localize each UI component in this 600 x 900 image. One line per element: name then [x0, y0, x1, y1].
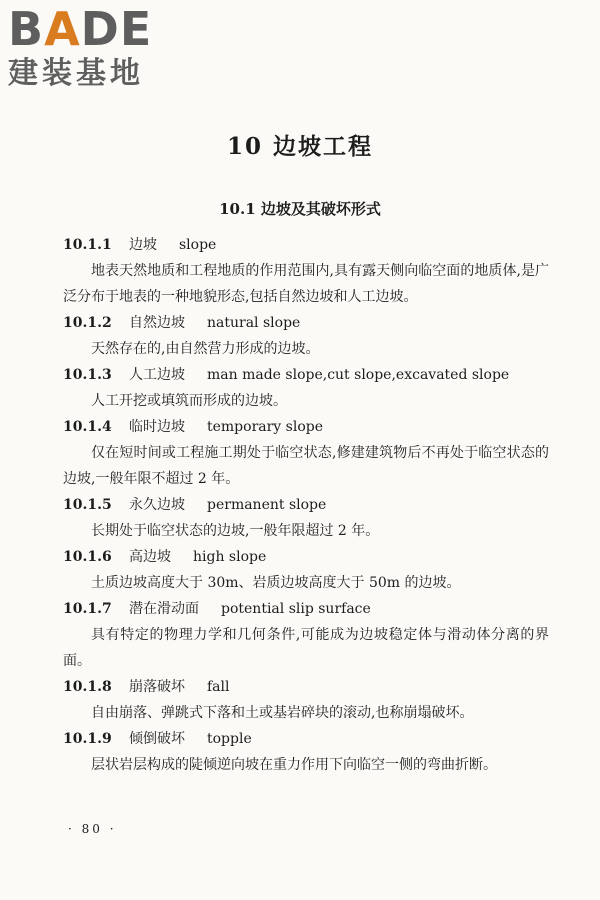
- term-heading: [63, 362, 549, 388]
- term-chinese: 永久边坡: [129, 497, 185, 513]
- term-chinese: 边坡: [129, 237, 157, 253]
- term-entry: [63, 544, 549, 596]
- term-entry: [63, 726, 549, 778]
- term-number: 10.1.7: [63, 601, 112, 617]
- term-english: temporary slope: [207, 419, 324, 435]
- logo-subtitle: 建装基地: [8, 56, 144, 91]
- logo-wordmark: BADE: [8, 2, 153, 56]
- chapter-title: 10 边坡工程: [226, 133, 373, 160]
- term-number: 10.1.4: [63, 419, 112, 435]
- term-chinese: 临时边坡: [129, 419, 185, 435]
- term-entry: [63, 674, 549, 726]
- term-english: fall: [207, 679, 230, 695]
- page-number: · 80 ·: [68, 822, 117, 836]
- term-chinese: 潜在滑动面: [129, 601, 199, 617]
- term-english: potential slip surface: [221, 601, 371, 617]
- term-definition: 长期处于临空状态的边坡,一般年限超过 2 年。: [91, 523, 380, 539]
- logo: [8, 4, 178, 92]
- term-definition: 地表天然地质和工程地质的作用范围内,具有露天侧向临空面的地质体,是广泛分布于地表的一种地貌形态,包括自然边坡和人工边坡。: [63, 263, 549, 305]
- section-title: 10.1 边坡及其破坏形式: [219, 200, 381, 218]
- term-heading: [63, 232, 549, 258]
- term-entry: [63, 414, 549, 492]
- term-chinese: 人工边坡: [129, 367, 185, 383]
- term-definition: 具有特定的物理力学和几何条件,可能成为边坡稳定体与滑动体分离的界面。: [63, 627, 549, 669]
- term-entry: [63, 362, 549, 414]
- term-definition: 人工开挖或填筑而形成的边坡。: [91, 393, 287, 409]
- term-chinese: 崩落破坏: [129, 679, 185, 695]
- term-heading: [63, 674, 549, 700]
- term-number: 10.1.1: [63, 237, 112, 253]
- term-heading: [63, 310, 549, 336]
- term-list: [63, 232, 549, 778]
- term-entry: [63, 596, 549, 674]
- term-english: man made slope,cut slope,excavated slope: [207, 367, 510, 383]
- term-heading: [63, 596, 549, 622]
- term-heading: [63, 414, 549, 440]
- term-heading: [63, 492, 549, 518]
- term-chinese: 自然边坡: [129, 315, 185, 331]
- term-heading: [63, 544, 549, 570]
- term-number: 10.1.3: [63, 367, 112, 383]
- term-chinese: 倾倒破坏: [129, 731, 185, 747]
- term-number: 10.1.2: [63, 315, 112, 331]
- term-english: high slope: [193, 549, 267, 565]
- term-number: 10.1.8: [63, 679, 112, 695]
- term-english: permanent slope: [207, 497, 327, 513]
- term-english: slope: [179, 237, 217, 253]
- term-definition: 天然存在的,由自然营力形成的边坡。: [91, 341, 320, 357]
- term-entry: [63, 232, 549, 310]
- term-definition: 自由崩落、弹跳式下落和土或基岩碎块的滚动,也称崩塌破坏。: [91, 705, 474, 721]
- term-heading: [63, 726, 549, 752]
- term-chinese: 高边坡: [129, 549, 171, 565]
- term-definition: 层状岩层构成的陡倾逆向坡在重力作用下向临空一侧的弯曲折断。: [91, 757, 497, 773]
- term-english: natural slope: [207, 315, 301, 331]
- term-number: 10.1.5: [63, 497, 112, 513]
- term-entry: [63, 492, 549, 544]
- term-english: topple: [207, 731, 252, 747]
- term-entry: [63, 310, 549, 362]
- term-definition: 仅在短时间或工程施工期处于临空状态,修建建筑物后不再处于临空状态的边坡,一般年限不超过 2 年。: [63, 445, 549, 487]
- term-number: 10.1.9: [63, 731, 112, 747]
- term-definition: 土质边坡高度大于 30m、岩质边坡高度大于 50m 的边坡。: [91, 575, 461, 591]
- term-number: 10.1.6: [63, 549, 112, 565]
